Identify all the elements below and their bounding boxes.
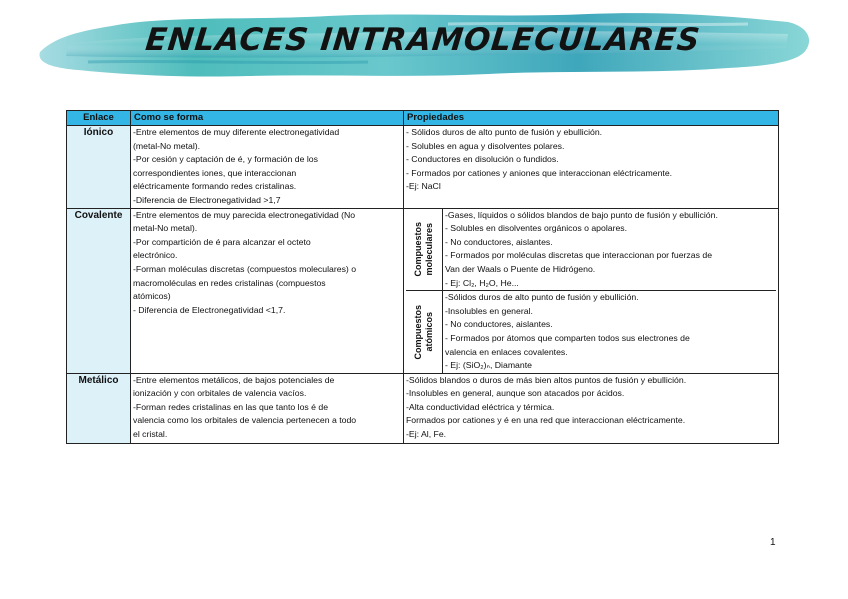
subgroup-label-line: moleculares bbox=[424, 223, 434, 276]
text-line: -Sólidos duros de alto punto de fusión y ebullición. bbox=[445, 292, 639, 303]
text-line: - Formados por cationes y aniones que interaccionan eléctricamente. bbox=[406, 167, 673, 178]
table-row-covalente bbox=[67, 208, 779, 373]
text-line: -Sólidos blandos o duros de más bien altos puntos de fusión y ebullición. bbox=[406, 374, 687, 385]
bonds-table bbox=[66, 110, 779, 444]
subgroup-label-line: atómicos bbox=[424, 312, 434, 352]
text-line: Formados por cationes y é en una red que interaccionan eléctricamente. bbox=[406, 415, 686, 426]
subgroup-text-moleculares bbox=[443, 209, 777, 291]
subgroup-moleculares bbox=[406, 209, 776, 291]
text-line: - Ej: Cl₂, H₂O, He... bbox=[445, 277, 519, 288]
text-line: ionización y con orbitales de valencia vacíos. bbox=[133, 388, 307, 399]
text-line: - Diferencia de Electronegatividad <1,7. bbox=[133, 304, 286, 315]
text-line: - Ej: (SiO₂)ₙ, Diamante bbox=[445, 360, 532, 371]
subgroup-label-atomicos bbox=[406, 291, 443, 373]
text-line: -Insolubles en general. bbox=[445, 305, 533, 316]
text-line: correspondientes iones, que interaccionan bbox=[133, 167, 297, 178]
text-line: -Ej: Al, Fe. bbox=[406, 429, 447, 440]
bond-name-ionico: Iónico bbox=[67, 126, 131, 209]
text-line: -Por compartición de é para alcanzar el octeto bbox=[133, 236, 311, 247]
text-line: - Solubles en disolventes orgánicos o apolares. bbox=[445, 223, 628, 234]
text-line: valencia como los orbitales de valencia pertenecen a todo bbox=[133, 415, 357, 426]
header-como-se-forma: Como se forma bbox=[131, 111, 404, 126]
text-line: -Gases, líquidos o sólidos blandos de bajo punto de fusión y ebullición. bbox=[445, 209, 718, 220]
text-line: - Sólidos duros de alto punto de fusión y ebullición. bbox=[406, 127, 603, 137]
text-line: atómicos) bbox=[133, 291, 171, 302]
subgroup-label-moleculares bbox=[406, 209, 443, 291]
text-line: -Insolubles en general, aunque son atacados por ácidos. bbox=[406, 388, 625, 399]
text-line: -Ej: NaCl bbox=[406, 181, 441, 192]
text-line: -Entre elementos de muy diferente electronegatividad bbox=[133, 127, 340, 137]
metalico-como-se-forma bbox=[131, 373, 404, 443]
text-line: -Entre elementos metálicos, de bajos potenciales de bbox=[133, 374, 335, 385]
text-line: metal-No metal). bbox=[133, 223, 198, 234]
subgroup-text-atomicos bbox=[443, 291, 777, 373]
bond-name-covalente: Covalente bbox=[67, 208, 131, 373]
text-line: eléctricamente formando redes cristalinas. bbox=[133, 181, 297, 192]
ionico-propiedades bbox=[404, 126, 779, 209]
text-line: - Solubles en agua y disolventes polares. bbox=[406, 140, 565, 151]
subgroup-atomicos bbox=[406, 291, 776, 373]
header-enlace: Enlace bbox=[67, 111, 131, 126]
bond-name-metalico: Metálico bbox=[67, 373, 131, 443]
table-header-row bbox=[67, 111, 779, 126]
text-line: -Diferencia de Electronegatividad >1,7 bbox=[133, 194, 281, 205]
title-banner bbox=[28, 4, 818, 84]
text-line: -Forman moléculas discretas (compuestos moleculares) o bbox=[133, 263, 357, 274]
ionico-como-se-forma bbox=[131, 126, 404, 209]
text-line: (metal-No metal). bbox=[133, 140, 201, 151]
text-line: - No conductores, aislantes. bbox=[445, 319, 553, 330]
covalente-propiedades bbox=[404, 208, 779, 373]
text-line: - Formados por átomos que comparten todos sus electrones de bbox=[445, 332, 690, 343]
table-row-metalico bbox=[67, 373, 779, 443]
header-propiedades: Propiedades bbox=[404, 111, 779, 126]
covalente-como-se-forma bbox=[131, 208, 404, 373]
text-line: electrónico. bbox=[133, 250, 178, 261]
text-line: valencia en enlaces covalentes. bbox=[445, 346, 568, 357]
text-line: -Alta conductividad eléctrica y térmica. bbox=[406, 401, 555, 412]
text-line: - Formados por moléculas discretas que interaccionan por fuerzas de bbox=[445, 250, 713, 261]
subgroup-label-line: Compuestos bbox=[413, 222, 423, 277]
page-title: ENLACES INTRAMOLECULARES bbox=[143, 22, 703, 58]
text-line: - Conductores en disolución o fundidos. bbox=[406, 154, 559, 165]
metalico-propiedades bbox=[404, 373, 779, 443]
text-line: macromoléculas en redes cristalinas (compuestos bbox=[133, 277, 326, 288]
page-number: 1 bbox=[770, 537, 776, 548]
text-line: Van der Waals o Puente de Hidrógeno. bbox=[445, 263, 596, 274]
text-line: - No conductores, aislantes. bbox=[445, 236, 553, 247]
text-line: -Por cesión y captación de é, y formación de los bbox=[133, 154, 318, 165]
text-line: -Entre elementos de muy parecida electronegatividad (No bbox=[133, 209, 356, 220]
covalente-subtable bbox=[406, 209, 776, 373]
subgroup-label-line: Compuestos bbox=[413, 304, 423, 360]
text-line: el cristal. bbox=[133, 429, 168, 440]
table-row-ionico bbox=[67, 126, 779, 209]
text-line: -Forman redes cristalinas en las que tanto los é de bbox=[133, 401, 329, 412]
